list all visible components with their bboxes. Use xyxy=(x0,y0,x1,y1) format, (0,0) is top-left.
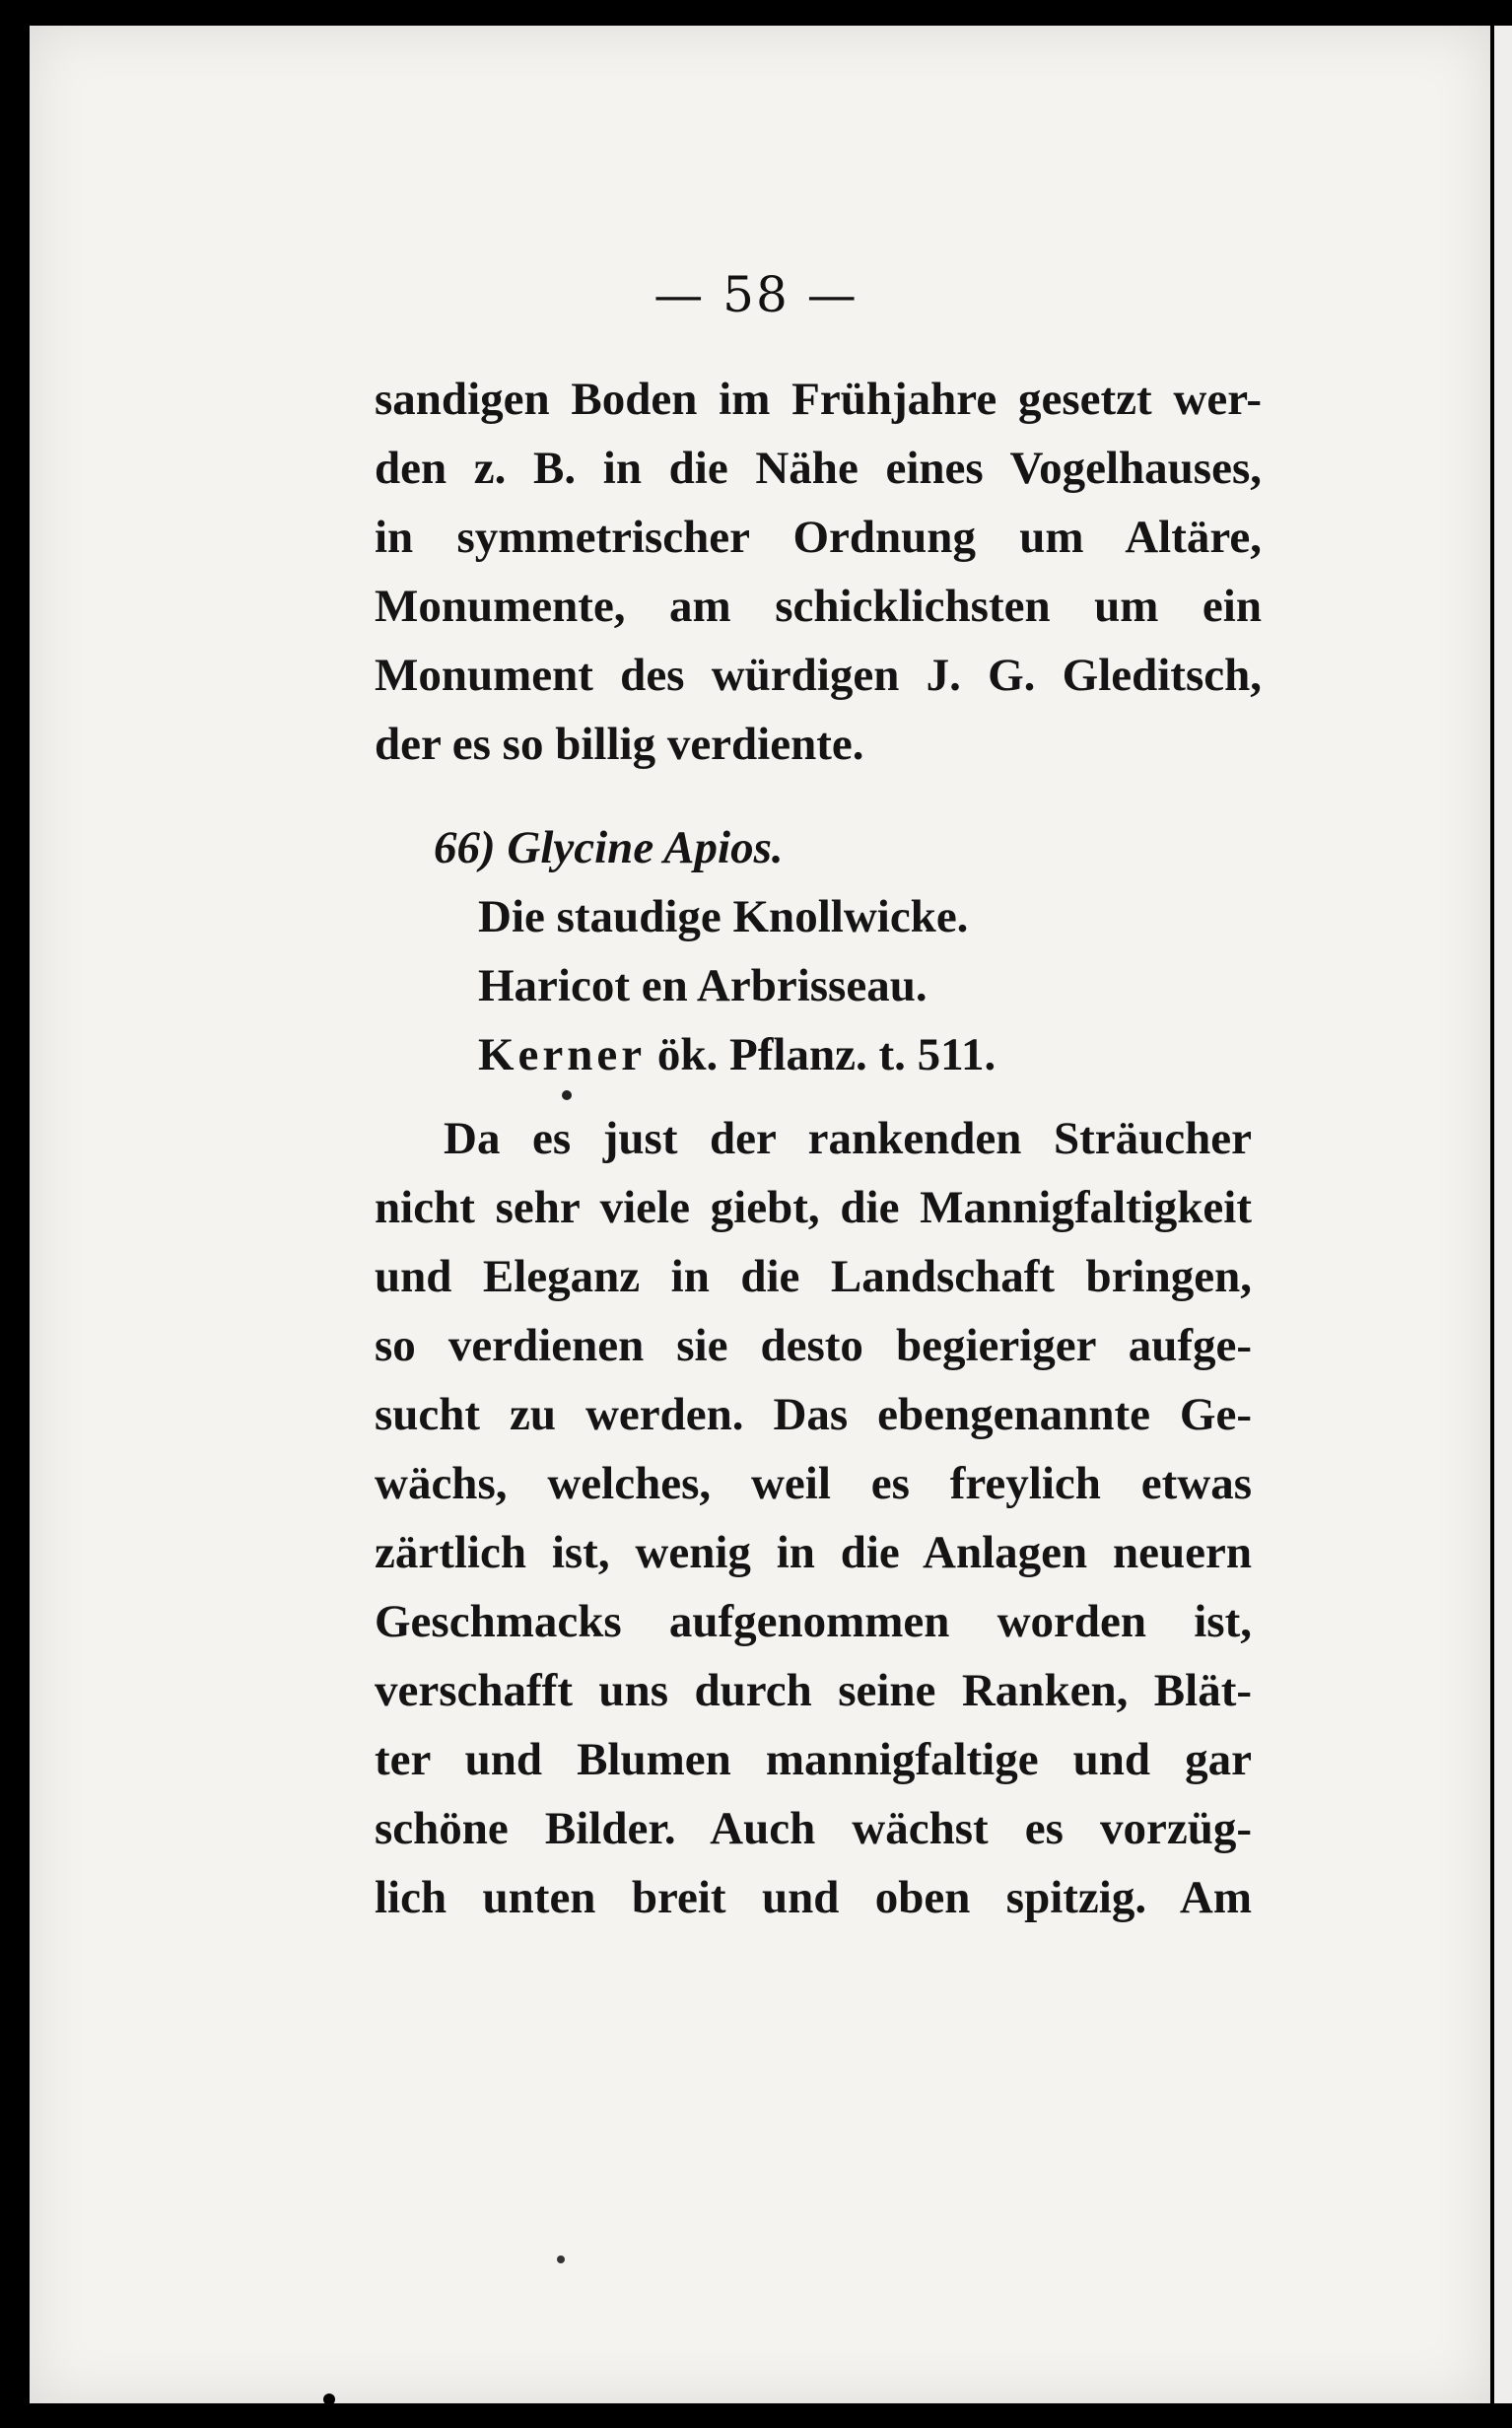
text-line: Monument des würdigen J. G. Gleditsch, xyxy=(375,650,1262,701)
text-line: und Eleganz in die Landschaft bringen, xyxy=(375,1251,1252,1302)
text-line: der es so billig verdiente. xyxy=(375,719,864,770)
ink-speck xyxy=(557,2255,565,2263)
reference-details: ök. Pflanz. t. 511. xyxy=(656,1029,997,1080)
text-line: ter und Blumen mannigfaltige und gar xyxy=(375,1734,1252,1785)
paragraph-1 xyxy=(375,365,1262,779)
text-line: sandigen Boden im Frühjahre gesetzt wer- xyxy=(375,374,1262,425)
page-number: — 58 — xyxy=(653,266,859,323)
text-line: wächs, welches, weil es freylich etwas xyxy=(375,1458,1252,1509)
text-line: Geschmacks aufgenommen worden ist, xyxy=(375,1596,1252,1647)
entry-reference xyxy=(434,1020,996,1089)
plant-entry xyxy=(434,813,996,1089)
text-line: lich unten breit und oben spitzig. Am xyxy=(375,1872,1252,1923)
text-line: sucht zu werden. Das ebengenannte Ge- xyxy=(375,1389,1252,1440)
paragraph-2 xyxy=(375,1104,1252,1932)
text-line: so verdienen sie desto begieriger aufge- xyxy=(375,1320,1252,1371)
text-line: nicht sehr viele giebt, die Mannigfaltigkeit xyxy=(375,1182,1252,1233)
text-line: Monumente, am schicklichsten um ein xyxy=(375,581,1262,632)
text-line: verschafft uns durch seine Ranken, Blät- xyxy=(375,1665,1252,1716)
ink-dot xyxy=(562,1090,572,1100)
text-line: in symmetrischer Ordnung um Altäre, xyxy=(375,512,1262,563)
entry-french-name: Haricot en Arbrisseau. xyxy=(478,960,928,1011)
entry-heading: 66) Glycine Apios. xyxy=(434,822,784,873)
reference-author: Kerner xyxy=(478,1029,647,1080)
text-line: den z. B. in die Nähe eines Vogelhauses, xyxy=(375,443,1262,494)
text-line: Da es just der rankenden Sträucher xyxy=(444,1113,1252,1164)
page-edge xyxy=(1490,26,1512,2403)
text-line: schöne Bilder. Auch wächst es vorzüg- xyxy=(375,1803,1252,1854)
ink-speck xyxy=(323,2393,335,2405)
entry-german-name: Die staudige Knollwicke. xyxy=(478,891,969,942)
text-line: zärtlich ist, wenig in die Anlagen neuern xyxy=(375,1527,1252,1578)
